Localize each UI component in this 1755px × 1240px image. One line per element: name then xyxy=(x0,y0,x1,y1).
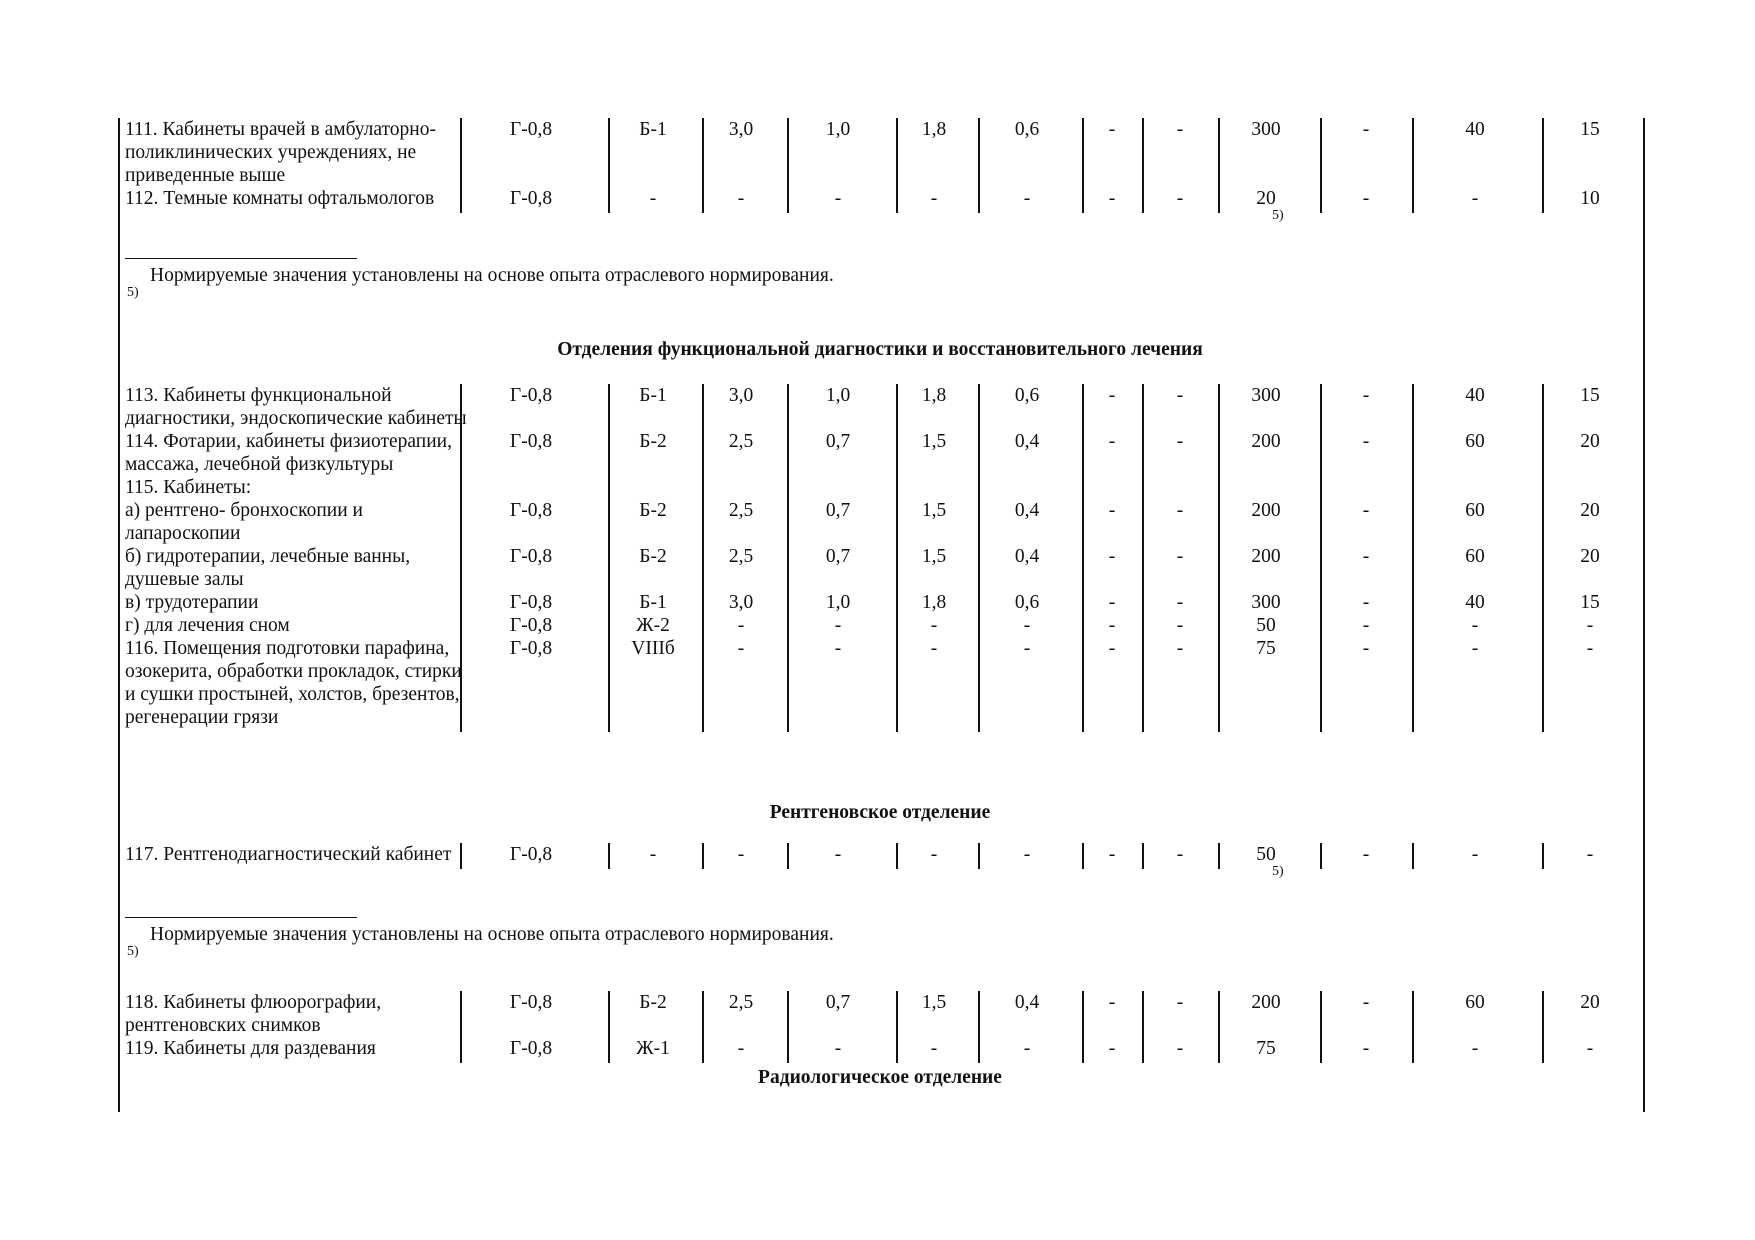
cell-value: 0,7 xyxy=(825,431,851,452)
cell-value: - xyxy=(930,188,938,209)
cell-value: - xyxy=(1108,844,1116,865)
row-name: б) гидротерапии, лечебные ванны, душевые залы xyxy=(125,546,411,590)
footnote-mark: 5) xyxy=(127,285,139,300)
cell-value: - xyxy=(1471,188,1479,209)
cell-value: - xyxy=(834,615,842,636)
cell-value: 1,8 xyxy=(921,119,947,140)
row-name: 119. Кабинеты для раздевания xyxy=(125,1038,376,1059)
cell-value: VIIIб xyxy=(631,638,675,659)
footnote-ref: 5) xyxy=(1272,208,1284,223)
cell-value: 15 xyxy=(1580,119,1600,140)
cell-value: Г-0,8 xyxy=(509,385,553,406)
cell-value: - xyxy=(1586,1038,1594,1059)
column-border xyxy=(1218,843,1220,869)
cell-value: - xyxy=(649,188,657,209)
row-name: г) для лечения сном xyxy=(125,615,290,636)
cell-value: - xyxy=(1362,844,1370,865)
column-border xyxy=(1320,991,1322,1063)
column-border xyxy=(608,118,610,213)
column-border xyxy=(1412,384,1414,732)
row-name: 113. Кабинеты функциональной диагностики, эндоскопические кабинеты xyxy=(125,385,467,429)
cell-value: - xyxy=(1108,638,1116,659)
cell-value: 0,7 xyxy=(825,500,851,521)
column-border xyxy=(978,118,980,213)
cell-value: 75 xyxy=(1256,638,1276,659)
cell-value: 60 xyxy=(1465,500,1485,521)
cell-value: 0,6 xyxy=(1014,385,1040,406)
cell-value: 0,4 xyxy=(1014,500,1040,521)
column-border xyxy=(896,843,898,869)
column-border xyxy=(702,843,704,869)
cell-value: 20 xyxy=(1580,500,1600,521)
cell-value: - xyxy=(1108,592,1116,613)
column-border xyxy=(1412,118,1414,213)
cell-value: - xyxy=(1023,844,1031,865)
cell-value: Г-0,8 xyxy=(509,1038,553,1059)
cell-value: - xyxy=(1471,1038,1479,1059)
cell-value: 20 xyxy=(1580,431,1600,452)
cell-value: - xyxy=(930,615,938,636)
cell-value: 40 xyxy=(1465,119,1485,140)
cell-value: - xyxy=(1362,592,1370,613)
column-border xyxy=(1218,384,1220,732)
column-border xyxy=(608,843,610,869)
cell-value: Б-1 xyxy=(639,119,667,140)
cell-value: 20 xyxy=(1580,546,1600,567)
column-border xyxy=(978,991,980,1063)
cell-value: 300 xyxy=(1251,385,1281,406)
cell-value: - xyxy=(1023,1038,1031,1059)
cell-value: 15 xyxy=(1580,385,1600,406)
table-right-border xyxy=(1643,118,1645,1112)
cell-value: 60 xyxy=(1465,992,1485,1013)
cell-value: 20 xyxy=(1256,188,1276,209)
cell-value: - xyxy=(1176,385,1184,406)
column-border xyxy=(702,118,704,213)
cell-value: - xyxy=(1362,188,1370,209)
cell-value: 2,5 xyxy=(728,500,754,521)
column-border xyxy=(1218,118,1220,213)
cell-value: - xyxy=(834,638,842,659)
row-name: 115. Кабинеты: xyxy=(125,477,252,498)
column-border xyxy=(1082,384,1084,732)
cell-value: - xyxy=(1176,844,1184,865)
cell-value: - xyxy=(1176,119,1184,140)
cell-value: 75 xyxy=(1256,1038,1276,1059)
cell-value: - xyxy=(1176,500,1184,521)
section-heading-functional: Отделения функциональной диагностики и восстановительного лечения xyxy=(557,339,1203,360)
cell-value: 1,0 xyxy=(825,385,851,406)
column-border xyxy=(1542,843,1544,869)
cell-value: - xyxy=(1176,592,1184,613)
cell-value: - xyxy=(737,188,745,209)
cell-value: 3,0 xyxy=(728,592,754,613)
cell-value: 60 xyxy=(1465,431,1485,452)
footnote-ref: 5) xyxy=(1272,864,1284,879)
cell-value: 20 xyxy=(1580,992,1600,1013)
cell-value: 1,5 xyxy=(921,992,947,1013)
cell-value: 200 xyxy=(1251,500,1281,521)
row-name: 118. Кабинеты флюорографии, рентгеновских снимков xyxy=(125,992,382,1036)
cell-value: - xyxy=(1108,431,1116,452)
cell-value: Г-0,8 xyxy=(509,500,553,521)
cell-value: Г-0,8 xyxy=(509,188,553,209)
cell-value: - xyxy=(1023,638,1031,659)
cell-value: - xyxy=(1362,1038,1370,1059)
cell-value: - xyxy=(1108,1038,1116,1059)
cell-value: - xyxy=(737,638,745,659)
column-border xyxy=(1082,843,1084,869)
column-border xyxy=(460,991,462,1063)
cell-value: - xyxy=(1586,638,1594,659)
footnote-text: Нормируемые значения установлены на основе опыта отраслевого нормирования. xyxy=(150,265,834,286)
cell-value: 300 xyxy=(1251,592,1281,613)
cell-value: 2,5 xyxy=(728,992,754,1013)
cell-value: 200 xyxy=(1251,546,1281,567)
cell-value: 0,7 xyxy=(825,992,851,1013)
row-name: 114. Фотарии, кабинеты физиотерапии, массажа, лечебной физкультуры xyxy=(125,431,452,475)
row-name: 111. Кабинеты врачей в амбулаторно- поликлинических учреждениях, не приведенные выше xyxy=(125,119,436,186)
column-border xyxy=(1542,384,1544,732)
cell-value: - xyxy=(1176,188,1184,209)
cell-value: - xyxy=(1362,546,1370,567)
column-border xyxy=(1142,384,1144,732)
cell-value: - xyxy=(834,1038,842,1059)
cell-value: 3,0 xyxy=(728,385,754,406)
row-name: 112. Темные комнаты офтальмологов xyxy=(125,188,435,209)
cell-value: Г-0,8 xyxy=(509,992,553,1013)
cell-value: 1,5 xyxy=(921,500,947,521)
cell-value: - xyxy=(737,1038,745,1059)
cell-value: 1,8 xyxy=(921,385,947,406)
cell-value: 40 xyxy=(1465,592,1485,613)
column-border xyxy=(1142,991,1144,1063)
cell-value: - xyxy=(1023,188,1031,209)
column-border xyxy=(1320,118,1322,213)
column-border xyxy=(896,118,898,213)
column-border xyxy=(1412,991,1414,1063)
cell-value: 50 xyxy=(1256,844,1276,865)
column-border xyxy=(787,991,789,1063)
row-name: 116. Помещения подготовки парафина, озокерита, обработки прокладок, стирки и сушки простыней, холстов, брезентов, регенерации грязи xyxy=(125,638,462,728)
cell-value: 2,5 xyxy=(728,546,754,567)
cell-value: - xyxy=(1471,638,1479,659)
table-left-border xyxy=(118,118,120,1112)
cell-value: Б-2 xyxy=(639,546,667,567)
cell-value: - xyxy=(1108,385,1116,406)
cell-value: - xyxy=(1471,615,1479,636)
cell-value: 0,4 xyxy=(1014,992,1040,1013)
cell-value: 10 xyxy=(1580,188,1600,209)
column-border xyxy=(896,991,898,1063)
cell-value: Г-0,8 xyxy=(509,431,553,452)
column-border xyxy=(978,843,980,869)
footnote-mark: 5) xyxy=(127,944,139,959)
cell-value: - xyxy=(1362,385,1370,406)
cell-value: Б-2 xyxy=(639,431,667,452)
column-border xyxy=(460,118,462,213)
cell-value: - xyxy=(1176,992,1184,1013)
cell-value: Г-0,8 xyxy=(509,844,553,865)
cell-value: Г-0,8 xyxy=(509,119,553,140)
row-name: в) трудотерапии xyxy=(125,592,259,613)
footnote-text: Нормируемые значения установлены на основе опыта отраслевого нормирования. xyxy=(150,924,834,945)
section-heading-radiology: Радиологическое отделение xyxy=(758,1067,1002,1088)
column-border xyxy=(1218,991,1220,1063)
cell-value: - xyxy=(1108,615,1116,636)
cell-value: - xyxy=(649,844,657,865)
cell-value: - xyxy=(1108,546,1116,567)
cell-value: Б-2 xyxy=(639,500,667,521)
cell-value: Б-1 xyxy=(639,385,667,406)
cell-value: Ж-1 xyxy=(636,1038,670,1059)
row-name: а) рентгено- бронхоскопии и лапароскопии xyxy=(125,500,363,544)
cell-value: 200 xyxy=(1251,992,1281,1013)
cell-value: - xyxy=(1108,188,1116,209)
column-border xyxy=(1082,991,1084,1063)
column-border xyxy=(608,991,610,1063)
cell-value: 0,4 xyxy=(1014,431,1040,452)
cell-value: 0,7 xyxy=(825,546,851,567)
column-border xyxy=(1142,843,1144,869)
cell-value: - xyxy=(1471,844,1479,865)
cell-value: - xyxy=(930,638,938,659)
cell-value: - xyxy=(1023,615,1031,636)
cell-value: - xyxy=(1362,615,1370,636)
column-border xyxy=(787,384,789,732)
cell-value: Г-0,8 xyxy=(509,592,553,613)
cell-value: - xyxy=(1176,431,1184,452)
cell-value: - xyxy=(1108,119,1116,140)
cell-value: 200 xyxy=(1251,431,1281,452)
cell-value: - xyxy=(1176,1038,1184,1059)
column-border xyxy=(1412,843,1414,869)
cell-value: 300 xyxy=(1251,119,1281,140)
cell-value: - xyxy=(1108,500,1116,521)
section-heading-xray: Рентгеновское отделение xyxy=(769,802,991,823)
cell-value: - xyxy=(930,844,938,865)
column-border xyxy=(896,384,898,732)
footnote-separator xyxy=(125,258,357,259)
cell-value: Ж-2 xyxy=(636,615,670,636)
column-border xyxy=(1320,384,1322,732)
column-border xyxy=(1542,991,1544,1063)
column-border xyxy=(1542,118,1544,213)
cell-value: - xyxy=(930,1038,938,1059)
column-border xyxy=(1082,118,1084,213)
cell-value: - xyxy=(737,844,745,865)
cell-value: Б-2 xyxy=(639,992,667,1013)
cell-value: Г-0,8 xyxy=(509,638,553,659)
cell-value: - xyxy=(834,188,842,209)
cell-value: - xyxy=(1176,615,1184,636)
cell-value: 1,0 xyxy=(825,119,851,140)
cell-value: 15 xyxy=(1580,592,1600,613)
cell-value: 3,0 xyxy=(728,119,754,140)
cell-value: - xyxy=(1586,615,1594,636)
cell-value: 1,0 xyxy=(825,592,851,613)
cell-value: Г-0,8 xyxy=(509,615,553,636)
column-border xyxy=(460,384,462,732)
column-border xyxy=(702,384,704,732)
cell-value: - xyxy=(1586,844,1594,865)
cell-value: 1,5 xyxy=(921,546,947,567)
column-border xyxy=(1320,843,1322,869)
cell-value: 50 xyxy=(1256,615,1276,636)
cell-value: - xyxy=(1362,431,1370,452)
column-border xyxy=(787,843,789,869)
column-border xyxy=(978,384,980,732)
column-border xyxy=(460,843,462,869)
column-border xyxy=(702,991,704,1063)
row-name: 117. Рентгенодиагностический кабинет xyxy=(125,844,452,865)
cell-value: - xyxy=(737,615,745,636)
cell-value: 60 xyxy=(1465,546,1485,567)
footnote-separator xyxy=(125,917,357,918)
cell-value: 2,5 xyxy=(728,431,754,452)
cell-value: - xyxy=(834,844,842,865)
cell-value: - xyxy=(1362,119,1370,140)
cell-value: 1,5 xyxy=(921,431,947,452)
cell-value: - xyxy=(1176,638,1184,659)
column-border xyxy=(1142,118,1144,213)
cell-value: 40 xyxy=(1465,385,1485,406)
cell-value: 0,4 xyxy=(1014,546,1040,567)
cell-value: 0,6 xyxy=(1014,119,1040,140)
cell-value: - xyxy=(1176,546,1184,567)
cell-value: - xyxy=(1362,992,1370,1013)
cell-value: 1,8 xyxy=(921,592,947,613)
cell-value: - xyxy=(1108,992,1116,1013)
cell-value: - xyxy=(1362,638,1370,659)
cell-value: 0,6 xyxy=(1014,592,1040,613)
column-border xyxy=(787,118,789,213)
cell-value: Б-1 xyxy=(639,592,667,613)
cell-value: - xyxy=(1362,500,1370,521)
column-border xyxy=(608,384,610,732)
cell-value: Г-0,8 xyxy=(509,546,553,567)
